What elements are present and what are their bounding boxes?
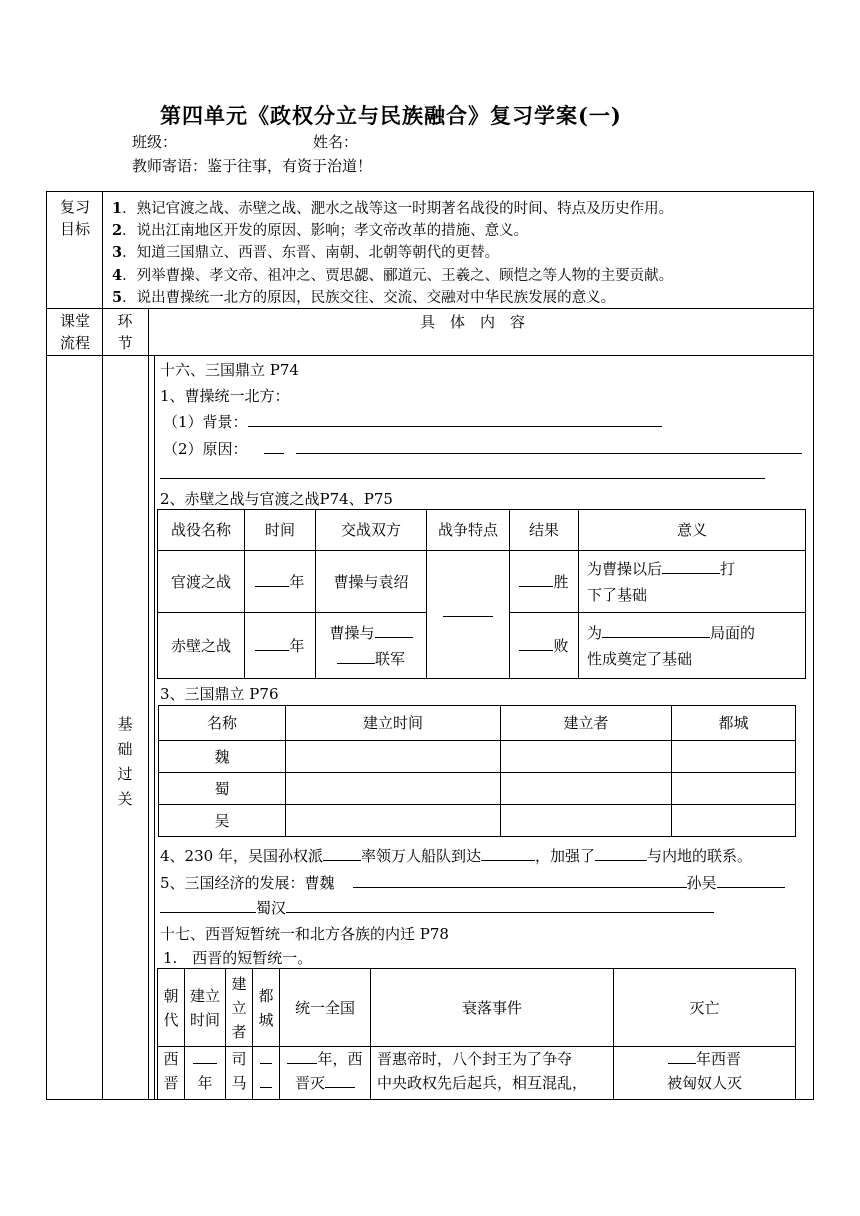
flow-header-col1-line2: 流程 xyxy=(59,334,90,352)
section-label-char: 基 xyxy=(117,715,133,733)
s16-q5 xyxy=(160,872,785,893)
goals-label-line2: 目标 xyxy=(59,220,90,238)
goal-item xyxy=(112,241,499,262)
blank xyxy=(323,845,361,861)
jin-capital xyxy=(253,1047,280,1100)
meaning-text: 为曹操以后 xyxy=(587,559,663,578)
kingdom-header: 建立者 xyxy=(501,706,672,741)
goal-text: ．列举曹操、孝文帝、祖冲之、贾思勰、郦道元、王羲之、顾恺之等人物的主要贡献。 xyxy=(122,268,674,284)
kingdom-cell xyxy=(672,741,796,773)
kingdom-cell xyxy=(286,773,501,805)
kingdom-cell xyxy=(286,805,501,837)
parties-text: 联军 xyxy=(374,649,405,668)
battle-time xyxy=(245,551,316,613)
jin-fall xyxy=(614,1047,796,1100)
blank xyxy=(353,872,687,888)
battle-feature xyxy=(427,551,510,679)
goal-num: 3 xyxy=(112,244,123,261)
battle-meaning xyxy=(579,613,806,679)
s16-q3: 3、三国鼎立 P76 xyxy=(160,685,279,703)
goal-num: 2 xyxy=(112,222,123,239)
kingdom-header: 都城 xyxy=(672,706,796,741)
goal-num: 5 xyxy=(112,289,123,306)
blank xyxy=(519,635,553,651)
battle-time xyxy=(245,613,316,679)
battle-header: 结果 xyxy=(510,510,579,551)
s16-q5-cont xyxy=(160,897,714,918)
blank xyxy=(260,1048,272,1064)
battle-table xyxy=(157,509,806,679)
goal-text: ．熟记官渡之战、赤壁之战、淝水之战等这一时期著名战役的时间、特点及历史作用。 xyxy=(122,201,674,217)
goals-label-line1: 复习 xyxy=(59,198,90,216)
blank xyxy=(264,438,284,454)
kingdom-cell xyxy=(286,741,501,773)
goal-item xyxy=(112,286,615,307)
s16-q1: 1、曹操统一北方： xyxy=(160,387,290,405)
name-label: 姓名： xyxy=(313,133,359,151)
flow-header-col1-line1: 课堂 xyxy=(59,312,90,330)
section-label-char: 础 xyxy=(117,740,133,758)
flow-header-col1 xyxy=(50,310,100,354)
flow-header-col2 xyxy=(104,310,146,354)
unify-text: 晋灭 xyxy=(294,1074,325,1092)
teacher-motto: 教师寄语：鉴于往事，有资于治道！ xyxy=(132,157,373,175)
kingdom-header: 名称 xyxy=(159,706,286,741)
battle-header: 战役名称 xyxy=(158,510,245,551)
battle-header: 时间 xyxy=(245,510,316,551)
blank-line xyxy=(160,478,765,479)
kingdom-header: 建立时间 xyxy=(286,706,501,741)
fall-text: 年西晋 xyxy=(695,1050,741,1068)
blank xyxy=(519,571,553,587)
parties-text: 曹操与 xyxy=(329,623,375,642)
jin-founder: 司 马 xyxy=(226,1047,253,1100)
blank xyxy=(325,1072,355,1088)
fall-text: 被匈奴人灭 xyxy=(666,1074,742,1092)
battle-header: 战争特点 xyxy=(427,510,510,551)
blank xyxy=(717,872,785,888)
kingdom-table xyxy=(158,705,796,837)
blank xyxy=(255,571,289,587)
kingdom-cell xyxy=(501,773,672,805)
blank xyxy=(443,614,493,617)
page-title: 第四单元《政权分立与民族融合》复习学案(一) xyxy=(160,103,622,128)
section-label xyxy=(104,712,146,812)
meaning-text: 局面的 xyxy=(710,623,756,642)
goal-text: ．知道三国鼎立、西晋、东晋、南朝、北朝等朝代的更替。 xyxy=(122,245,500,261)
blank xyxy=(255,635,289,651)
battle-parties xyxy=(316,613,427,679)
jin-header: 灭亡 xyxy=(614,969,796,1047)
jin-unify xyxy=(280,1047,371,1100)
result-suffix: 败 xyxy=(553,636,569,655)
goal-text: ．说出曹操统一北方的原因，民族交往、交流、交融对中华民族发展的意义。 xyxy=(122,290,616,306)
blank xyxy=(160,897,256,913)
goal-text: ．说出江南地区开发的原因、影响；孝文帝改革的措施、意义。 xyxy=(122,223,529,239)
goal-item xyxy=(112,264,673,285)
battle-name: 赤壁之战 xyxy=(158,613,245,679)
q5-text: 5、三国经济的发展：曹魏 xyxy=(160,874,335,892)
year-suffix: 年 xyxy=(289,572,305,591)
blank xyxy=(595,845,647,861)
blank xyxy=(260,1072,272,1088)
goal-item xyxy=(112,219,528,240)
meaning-text: 性成奠定了基础 xyxy=(587,649,693,668)
background-label: （1）背景： xyxy=(163,413,248,431)
jin-header: 建立 时间 xyxy=(185,969,226,1047)
blank xyxy=(662,558,720,574)
goal-num: 4 xyxy=(112,267,123,284)
battle-parties: 曹操与袁绍 xyxy=(316,551,427,613)
battle-result xyxy=(510,551,579,613)
result-suffix: 胜 xyxy=(553,572,569,591)
jin-header: 统一全国 xyxy=(280,969,371,1047)
reason-label: （2）原因： xyxy=(163,440,248,458)
year-suffix: 年 xyxy=(197,1074,213,1092)
q4-text: 率领万人船队到达 xyxy=(360,847,481,865)
q4-text: ，加强了 xyxy=(534,847,595,865)
flow-header-content: 具 体 内 容 xyxy=(420,313,526,331)
kingdom-name: 魏 xyxy=(159,741,286,773)
blank xyxy=(602,622,710,638)
flow-header-col2-line1: 环 xyxy=(117,312,133,330)
q5-text: 孙吴 xyxy=(686,874,717,892)
battle-meaning xyxy=(579,551,806,613)
s17-title: 十七、西晋短暂统一和北方各族的内迁 P78 xyxy=(160,925,449,943)
s16-q4 xyxy=(160,845,752,866)
kingdom-cell xyxy=(672,805,796,837)
blank xyxy=(481,845,535,861)
jin-header: 衰落事件 xyxy=(371,969,614,1047)
meaning-text: 打 xyxy=(720,559,736,578)
s16-q1-reason xyxy=(163,438,802,459)
battle-header: 交战双方 xyxy=(316,510,427,551)
goals-label xyxy=(50,196,100,240)
blank xyxy=(668,1048,696,1064)
flow-header-col2-line2: 节 xyxy=(117,334,133,352)
kingdom-name: 吴 xyxy=(159,805,286,837)
kingdom-cell xyxy=(501,741,672,773)
meaning-text: 为 xyxy=(587,623,603,642)
s16-q1-background xyxy=(163,411,662,432)
kingdom-cell xyxy=(501,805,672,837)
q4-text: 4、230 年，吴国孙权派 xyxy=(160,847,323,865)
jin-decline: 晋惠帝时，八个封王为了争夺 中央政权先后起兵，相互混乱， xyxy=(371,1047,614,1100)
battle-header: 意义 xyxy=(579,510,806,551)
goal-item xyxy=(112,197,673,218)
blank xyxy=(286,897,714,913)
unify-text: 年，西 xyxy=(317,1050,363,1068)
section-label-char: 过 xyxy=(117,765,133,783)
jin-header: 朝 代 xyxy=(158,969,185,1047)
jin-time xyxy=(185,1047,226,1100)
class-label: 班级： xyxy=(132,133,178,151)
battle-name: 官渡之战 xyxy=(158,551,245,613)
jin-header: 都 城 xyxy=(253,969,280,1047)
blank xyxy=(337,648,375,664)
kingdom-name: 蜀 xyxy=(159,773,286,805)
year-suffix: 年 xyxy=(289,636,305,655)
section-label-char: 关 xyxy=(117,790,133,808)
kingdom-cell xyxy=(672,773,796,805)
jin-dynasty: 西 晋 xyxy=(158,1047,185,1100)
blank xyxy=(375,622,413,638)
blank xyxy=(296,438,802,454)
blank xyxy=(248,411,662,427)
goal-num: 1 xyxy=(112,200,123,217)
s17-q1: 1. 西晋的短暂统一。 xyxy=(163,949,313,967)
s16-q2: 2、赤壁之战与官渡之战P74、P75 xyxy=(160,490,393,508)
jin-header: 建 立 者 xyxy=(226,969,253,1047)
battle-result xyxy=(510,613,579,679)
blank xyxy=(287,1048,317,1064)
blank xyxy=(193,1048,217,1064)
jin-table xyxy=(157,968,796,1100)
s16-title: 十六、三国鼎立 P74 xyxy=(160,361,299,379)
meaning-text: 下了基础 xyxy=(587,585,648,604)
q5-text: 蜀汉 xyxy=(256,899,287,917)
q4-text: 与内地的联系。 xyxy=(646,847,752,865)
